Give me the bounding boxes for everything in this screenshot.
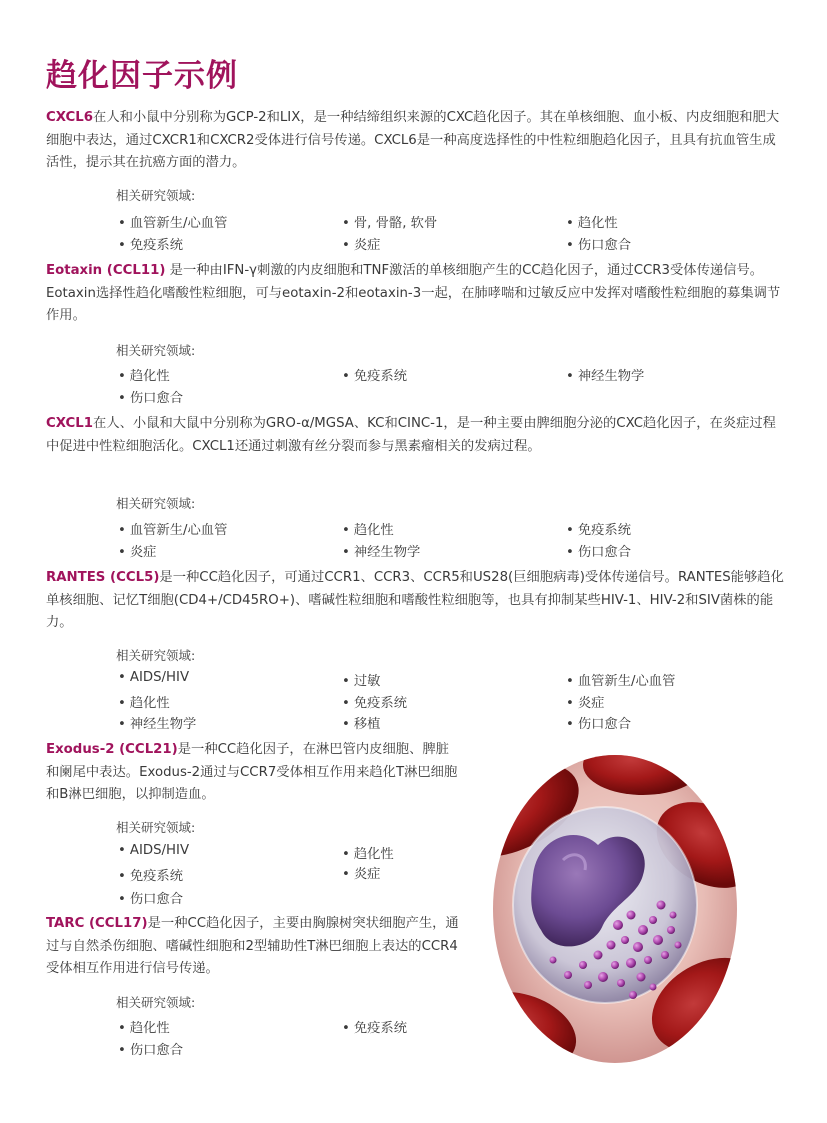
- research-field-item: • 免疫系统: [342, 1017, 407, 1036]
- entry-paragraph: [46, 739, 462, 807]
- entry-description: 是一种CC趋化因子，可通过CCR1、CCR3、CCR5和US28(巨细胞病毒)受体传递信号。RANTES能够趋化单核细胞、记忆T细胞(CD4+/CD45RO+)、嗜碱性粒细胞和嗜酸性粒细胞等，也具有抑制某些HIV-1、HIV-2和SIV菌株的能力。: [46, 570, 784, 630]
- entry-paragraph: [46, 413, 784, 458]
- entry-cxcl1: [46, 413, 784, 458]
- entry-paragraph: [46, 567, 788, 635]
- entry-tarc: [46, 913, 464, 981]
- entry-exodus-2: [46, 739, 462, 807]
- entry-paragraph: [46, 107, 784, 175]
- research-field-item: • 神经生物学: [118, 713, 196, 732]
- research-field-item: • 趋化性: [342, 519, 394, 538]
- research-fields-label: 相关研究领域:: [116, 648, 196, 663]
- research-field-item: • 伤口愈合: [118, 888, 183, 907]
- chemokine-name: Eotaxin (CCL11): [46, 263, 166, 278]
- page-title: 趋化因子示例: [46, 58, 238, 94]
- entry-eotaxin: [46, 260, 786, 328]
- research-fields-label: 相关研究领域:: [116, 496, 196, 511]
- entry-paragraph: [46, 913, 464, 981]
- chemokine-name: CXCL6: [46, 110, 94, 125]
- research-field-item: • 骨, 骨骼, 软骨: [342, 212, 437, 231]
- research-field-item: • 免疫系统: [118, 234, 183, 253]
- entry-description: 是一种CC趋化因子，在淋巴管内皮细胞、脾脏和阑尾中表达。Exodus-2通过与CCR7受体相互作用来趋化T淋巴细胞和B淋巴细胞，以抑制造血。: [46, 742, 458, 802]
- research-field-item: • 伤口愈合: [566, 234, 631, 253]
- entry-description: 在人和小鼠中分别称为GCP-2和LIX，是一种结缔组织来源的CXC趋化因子。其在单核细胞、血小板、内皮细胞和肥大细胞中表达，通过CXCR1和CXCR2受体进行信号传递。CXCL6是一种高度选择性的中性粒细胞趋化因子，且具有抗血管生成活性，提示其在抗癌方面的潜力。: [46, 110, 780, 170]
- research-field-item: • 炎症: [566, 692, 604, 711]
- research-fields-label: 相关研究领域:: [116, 820, 196, 835]
- research-field-item: • 血管新生/心血管: [118, 212, 227, 231]
- research-field-item: • 免疫系统: [342, 692, 407, 711]
- research-field-item: • 免疫系统: [566, 519, 631, 538]
- entry-description: 在人、小鼠和大鼠中分别称为GRO-α/MGSA、KC和CINC-1，是一种主要由脾细胞分泌的CXC趋化因子，在炎症过程中促进中性粒细胞活化。CXCL1还通过刺激有丝分裂而参与黑素瘤相关的发病过程。: [46, 416, 776, 454]
- research-field-item: • 过敏: [342, 670, 380, 689]
- research-field-item: • 血管新生/心血管: [566, 670, 675, 689]
- research-field-item: • AIDS/HIV: [118, 843, 189, 858]
- research-field-item: • 趋化性: [118, 1017, 170, 1036]
- chemokine-name: TARC (CCL17): [46, 916, 148, 931]
- entry-description: 是一种由IFN-γ刺激的内皮细胞和TNF激活的单核细胞产生的CC趋化因子，通过CCR3受体传递信号。Eotaxin选择性趋化嗜酸性粒细胞，可与eotaxin-2和eotaxin-3一起，在肺哮喘和过敏反应中发挥对嗜酸性粒细胞的募集调节作用。: [46, 263, 781, 323]
- entry-description: 是一种CC趋化因子，主要由胸腺树突状细胞产生，通过与自然杀伤细胞、嗜碱性细胞和2型辅助性T淋巴细胞上表达的CCR4受体相互作用进行信号传递。: [46, 916, 459, 976]
- entry-paragraph: [46, 260, 786, 328]
- research-fields-label: 相关研究领域:: [116, 188, 196, 203]
- chemokine-name: Exodus-2 (CCL21): [46, 742, 178, 757]
- research-field-item: • 炎症: [342, 863, 380, 882]
- chemokine-name: CXCL1: [46, 416, 94, 431]
- cell-illustration: [493, 755, 737, 1064]
- chemokine-name: RANTES (CCL5): [46, 570, 160, 585]
- research-field-item: • 伤口愈合: [566, 541, 631, 560]
- research-field-item: • 趋化性: [118, 692, 170, 711]
- research-field-item: • AIDS/HIV: [118, 670, 189, 685]
- research-field-item: • 伤口愈合: [118, 387, 183, 406]
- research-field-item: • 炎症: [118, 541, 156, 560]
- research-field-item: • 神经生物学: [342, 541, 420, 560]
- research-field-item: • 血管新生/心血管: [118, 519, 227, 538]
- research-field-item: • 趋化性: [342, 843, 394, 862]
- entry-rantes: [46, 567, 788, 635]
- research-field-item: • 趋化性: [118, 365, 170, 384]
- research-field-item: • 炎症: [342, 234, 380, 253]
- research-fields-label: 相关研究领域:: [116, 343, 196, 358]
- research-fields-label: 相关研究领域:: [116, 995, 196, 1010]
- entry-cxcl6: [46, 107, 784, 175]
- research-field-item: • 神经生物学: [566, 365, 644, 384]
- research-field-item: • 免疫系统: [118, 865, 183, 884]
- research-field-item: • 伤口愈合: [566, 713, 631, 732]
- research-field-item: • 伤口愈合: [118, 1039, 183, 1058]
- research-field-item: • 免疫系统: [342, 365, 407, 384]
- research-field-item: • 移植: [342, 713, 380, 732]
- research-field-item: • 趋化性: [566, 212, 618, 231]
